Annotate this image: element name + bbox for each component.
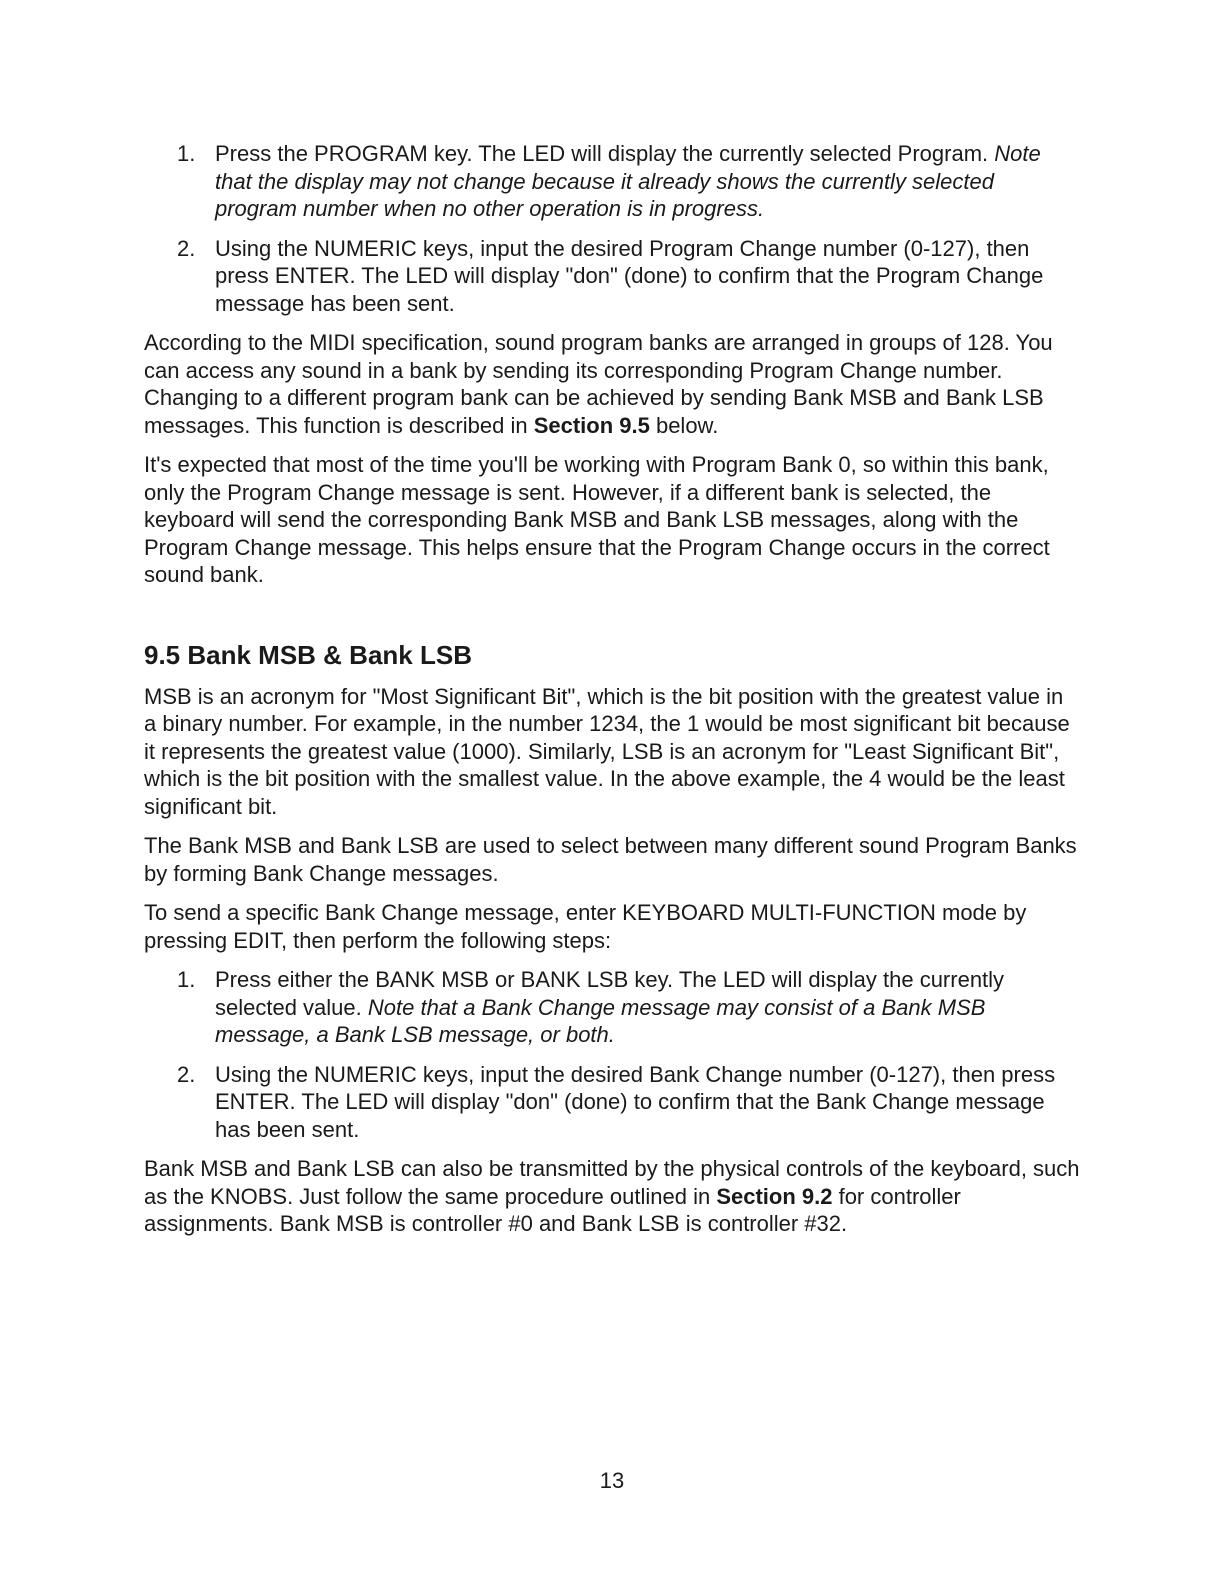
list-number: 1.: [177, 141, 196, 166]
page-number: 13: [599, 1468, 625, 1493]
program-change-steps: [144, 140, 1080, 317]
list-item-note: Note that a Bank Change message may consist of a Bank MSB message, a Bank LSB message, or both.: [215, 994, 986, 1047]
controller-paragraph: Bank MSB and Bank LSB can also be transmitted by the physical controls of the keyboard, such as the KNOBS. Just follow the same procedure outlined in Section 9.2 for controller assignments. Bank MSB is controller #0 and Bank LSB is controller #32.: [144, 1156, 1080, 1236]
section-heading: 9.5 Bank MSB & Bank LSB: [144, 639, 472, 670]
msb-definition-paragraph: MSB is an acronym for "Most Significant Bit", which is the bit position with the greatest value in a binary number. For example, in the number 1234, the 1 would be most significant bit because it represents the greatest value (1000). Similarly, LSB is an acronym for "Least Significant Bit", which is the bit position with the smallest value. In the above example, the 4 would be the least significant bit.: [144, 683, 1070, 819]
list-item-text: Press either the BANK MSB or BANK LSB key. The LED will display the currently selected value.: [215, 967, 1005, 1020]
list-item-note: Note that the display may not change because it already shows the currently selected program number when no other operation is in progress.: [215, 141, 1041, 221]
section-reference: Section 9.2: [716, 1183, 833, 1209]
list-item-text: Using the NUMERIC keys, input the desired Program Change number (0-127), then press ENTER. The LED will display "don" (done) to confirm that the Program Change message has been sent.: [215, 235, 1044, 316]
list-item: [144, 235, 1080, 318]
section-reference: Section 9.5: [533, 412, 650, 438]
list-item: [144, 1061, 1080, 1144]
bank-change-paragraph: The Bank MSB and Bank LSB are used to select between many different sound Program Banks by forming Bank Change messages.: [144, 833, 1077, 886]
page-content: [144, 140, 1080, 1250]
list-item: [144, 966, 1080, 1049]
bank-change-steps: [144, 966, 1080, 1143]
program-bank-paragraph: It's expected that most of the time you'll be working with Program Bank 0, so within this bank, only the Program Change message is sent. However, if a different bank is selected, the keyboard will send the corresponding Bank MSB and Bank LSB messages, along with the Program Change message. This helps ensure that the Program Change occurs in the correct sound bank.: [144, 452, 1050, 587]
list-number: 2.: [177, 235, 196, 261]
list-number: 1.: [177, 967, 196, 992]
bank-change-intro-paragraph: To send a specific Bank Change message, enter KEYBOARD MULTI-FUNCTION mode by pressing EDIT, then perform the following steps:: [144, 900, 1027, 953]
midi-spec-paragraph: According to the MIDI specification, sound program banks are arranged in groups of 128. You can access any sound in a bank by sending its corresponding Program Change number. Changing to a different program bank can be achieved by sending Bank MSB and Bank LSB messages. This function is described in Section 9.5 below.: [144, 330, 1053, 438]
list-item-text: Using the NUMERIC keys, input the desired Bank Change number (0-127), then press ENTER. The LED will display "don" (done) to confirm that the Bank Change message has been sent.: [215, 1061, 1056, 1142]
list-item-text: Press the PROGRAM key. The LED will display the currently selected Program.: [215, 141, 995, 166]
list-number: 2.: [177, 1061, 196, 1087]
list-item: [144, 140, 1080, 223]
